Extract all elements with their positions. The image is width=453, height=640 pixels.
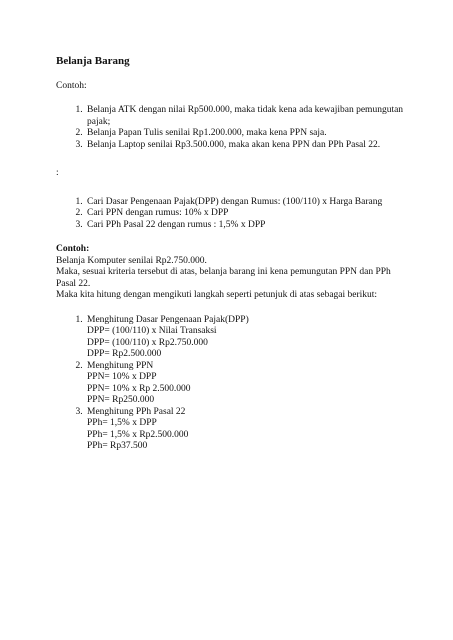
case-line: Maka kita hitung dengan mengikuti langkah seperti petunjuk di atas sebagai berikut:	[56, 290, 378, 300]
colon-mark: :	[56, 168, 59, 178]
calc-line: PPN= 10% x DPP	[87, 372, 157, 382]
steps-list	[56, 197, 406, 232]
calc-line: DPP= (100/110) x Nilai Transaksi	[87, 326, 217, 336]
list-item: 3. Belanja Laptop senilai Rp3.500.000, maka akan kena PPN dan PPh Pasal 22.	[85, 140, 406, 152]
calc-item-pph	[85, 407, 406, 453]
calc-heading: 3. Menghitung PPh Pasal 22	[87, 406, 186, 417]
calc-item-ppn	[85, 361, 406, 407]
contoh2-label: Contoh:	[56, 244, 90, 254]
list-item: 1. Cari Dasar Pengenaan Pajak(DPP) dengan Rumus: (100/110) x Harga Barang	[85, 197, 406, 209]
spacer	[56, 92, 406, 105]
list-item: 1. Belanja ATK dengan nilai Rp500.000, maka tidak kena ada kewajiban pemungutan pajak;	[85, 105, 406, 128]
list-item: 3. Cari PPh Pasal 22 dengan rumus : 1,5% x DPP	[85, 220, 406, 232]
spacer	[56, 231, 406, 244]
case-line: Maka, sesuai kriteria tersebut di atas, belanja barang ini kena pemungutan PPN dan PPh Pasal 22.	[56, 267, 391, 289]
calc-line: PPh= 1,5% x DPP	[87, 418, 157, 428]
calc-line: DPP= (100/110) x Rp2.750.000	[87, 337, 208, 348]
examples-list	[56, 105, 406, 151]
calculation-list	[56, 315, 406, 453]
calc-line: DPP= Rp2.500.000	[87, 349, 162, 359]
calc-item-dpp	[85, 315, 406, 361]
calc-heading: 1. Menghitung Dasar Pengenaan Pajak(DPP)	[87, 314, 249, 325]
list-item: 2. Cari PPN dengan rumus: 10% x DPP	[85, 208, 406, 220]
section-title: Belanja Barang	[56, 55, 130, 67]
calc-line: PPh= 1,5% x Rp2.500.000	[87, 429, 189, 440]
calc-line: PPN= Rp250.000	[87, 395, 155, 405]
spacer	[56, 151, 406, 168]
contoh-label: Contoh:	[56, 80, 87, 91]
case-line: Belanja Komputer senilai Rp2.750.000.	[56, 255, 207, 266]
calc-heading: 2. Menghitung PPN	[87, 360, 154, 371]
spacer	[56, 302, 406, 315]
calc-line: PPN= 10% x Rp 2.500.000	[87, 383, 191, 394]
document-content	[56, 56, 406, 453]
calc-line: PPh= Rp37.500	[87, 441, 148, 451]
spacer	[56, 180, 406, 197]
list-item: 2. Belanja Papan Tulis senilai Rp1.200.000, maka kena PPN saja.	[85, 128, 406, 140]
